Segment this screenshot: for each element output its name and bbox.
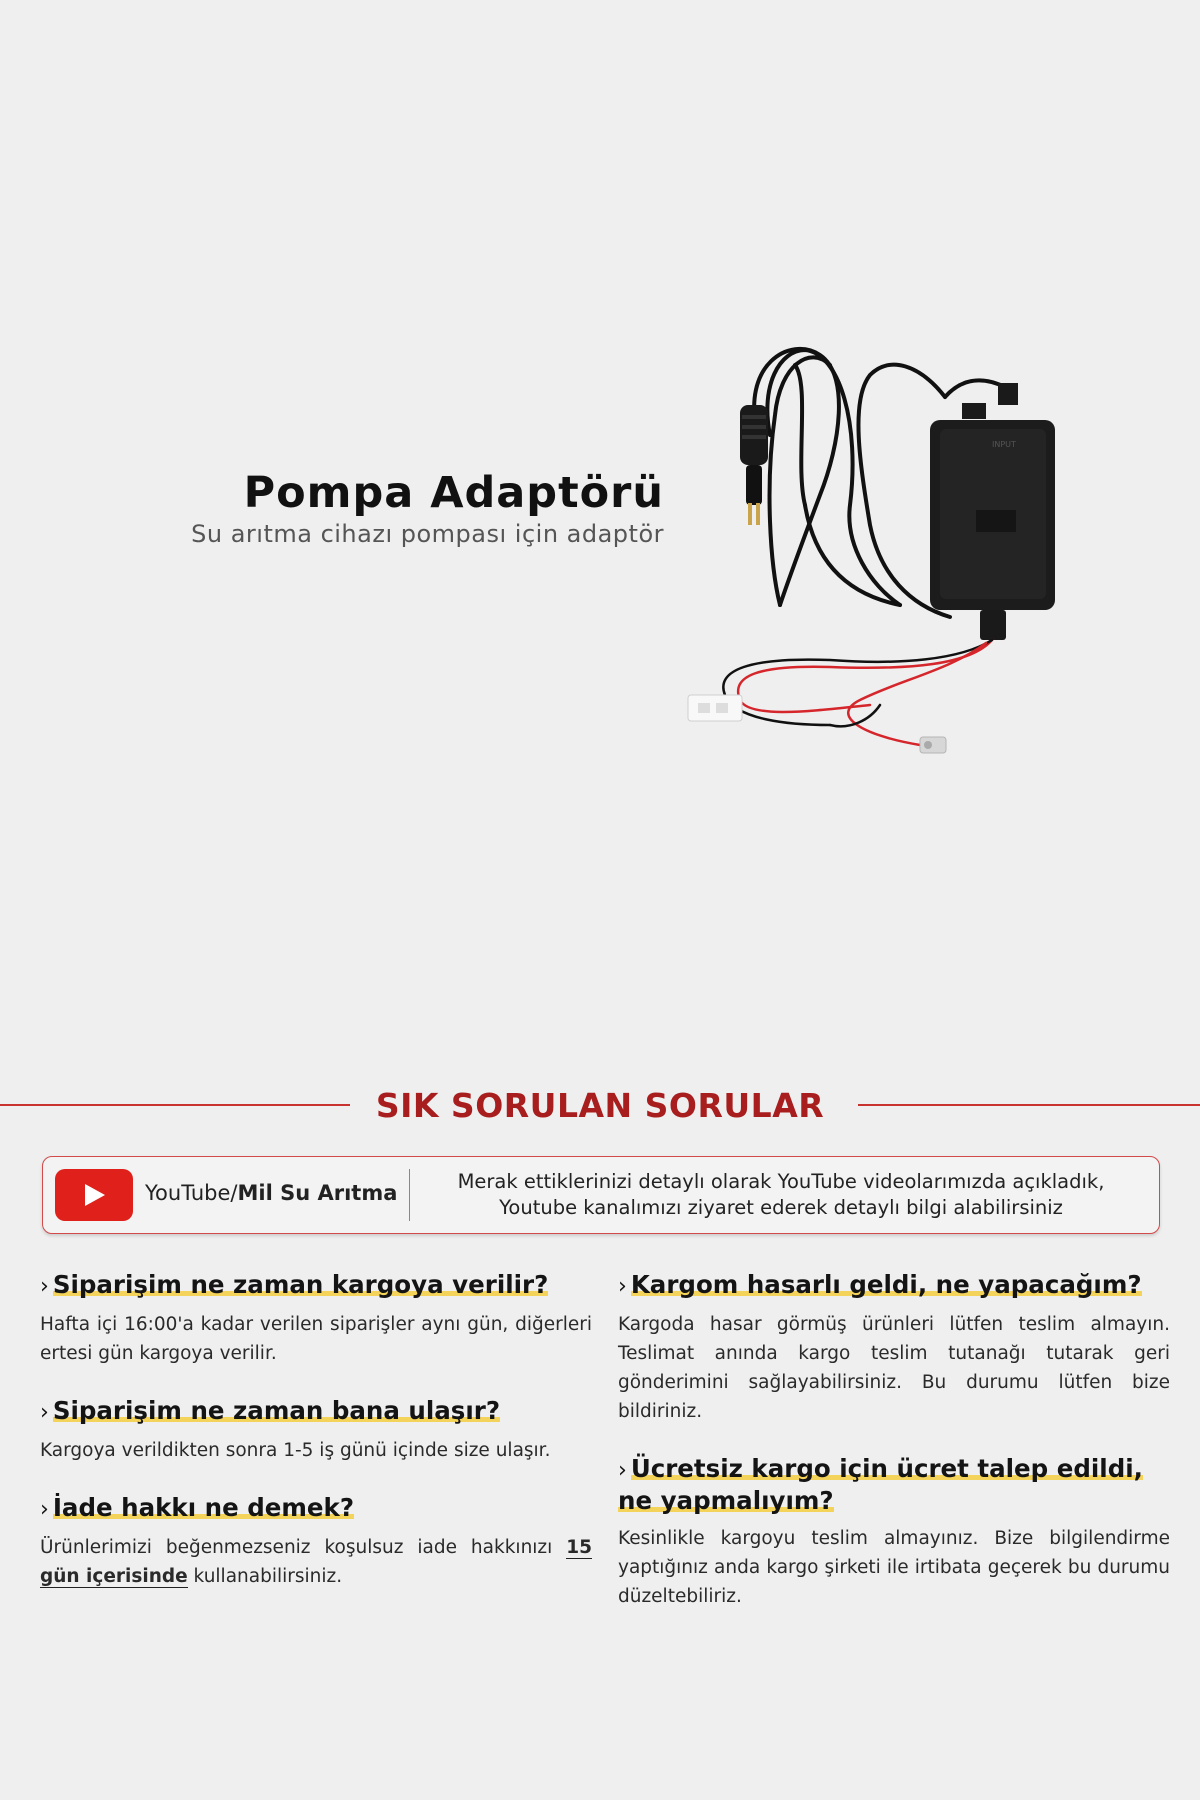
adapter-input-label: INPUT [992, 440, 1016, 449]
faq-answer [40, 1533, 592, 1591]
faq-answer: Kargoya verildikten sonra 1-5 iş günü içinde size ulaşır. [40, 1440, 551, 1461]
faq-question: › Siparişim ne zaman bana ulaşır? [40, 1396, 501, 1425]
faq-item [618, 1454, 1170, 1611]
chevron-right-icon: › [40, 1497, 49, 1522]
faq-column-right [618, 1270, 1170, 1639]
youtube-message-line2: Youtube kanalımızı ziyaret ederek detaylı bilgi alabilirsiniz [499, 1196, 1063, 1219]
youtube-banner[interactable] [42, 1156, 1160, 1234]
youtube-channel-link[interactable] [145, 1181, 397, 1205]
youtube-message-line1: Merak ettiklerinizi detaylı olarak YouTube videolarımızda açıkladık, [457, 1170, 1105, 1193]
product-image [670, 325, 1110, 765]
faq-item [40, 1493, 592, 1591]
faq-heading: SIK SORULAN SORULAR [375, 1086, 825, 1125]
youtube-message [421, 1169, 1141, 1221]
youtube-icon[interactable] [55, 1169, 133, 1221]
chevron-right-icon: › [618, 1458, 627, 1483]
faq-answer-text: kullanabilirsiniz. [187, 1566, 343, 1587]
faq-answer: Hafta içi 16:00'a kadar verilen siparişler aynı gün, diğerleri ertesi gün kargoya verilir. [40, 1314, 592, 1364]
faq-item [40, 1270, 592, 1368]
faq-column-left [40, 1270, 592, 1619]
faq-answer: Kesinlikle kargoyu teslim almayınız. Bize bilgilendirme yaptığınız anda kargo şirketi ile irtibata geçerek bu durumu düzeltebiliriz. [618, 1528, 1170, 1607]
faq-answer-emphasis: 15 gün içerisinde [40, 1537, 592, 1587]
faq-item [618, 1270, 1170, 1426]
faq-question: › Siparişim ne zaman kargoya verilir? [40, 1270, 549, 1299]
chevron-right-icon: › [40, 1274, 49, 1299]
faq-question: › Kargom hasarlı geldi, ne yapacağım? [618, 1270, 1142, 1299]
product-subtitle: Su arıtma cihazı pompası için adaptör [191, 520, 664, 548]
faq-answer: Kargoda hasar görmüş ürünleri lütfen teslim almayın. Teslimat anında kargo teslim tutanağı tutarak geri gönderimini sağlayabilirsiniz. Bu durumu lütfen bize bildiriniz. [618, 1314, 1170, 1422]
faq-answer-text: Ürünlerimizi beğenmezseniz koşulsuz iade hakkınızı [40, 1537, 553, 1558]
youtube-channel-name: Mil Su Arıtma [237, 1181, 398, 1205]
banner-divider [409, 1169, 410, 1221]
youtube-channel-prefix: YouTube/ [145, 1181, 238, 1205]
product-title: Pompa Adaptörü [243, 468, 664, 518]
chevron-right-icon: › [618, 1274, 627, 1299]
faq-question: › Ücretsiz kargo için ücret talep edildi, ne yapmalıyım? [618, 1454, 1143, 1515]
faq-item [40, 1396, 592, 1465]
faq-question: › İade hakkı ne demek? [40, 1493, 355, 1522]
chevron-right-icon: › [40, 1400, 49, 1425]
